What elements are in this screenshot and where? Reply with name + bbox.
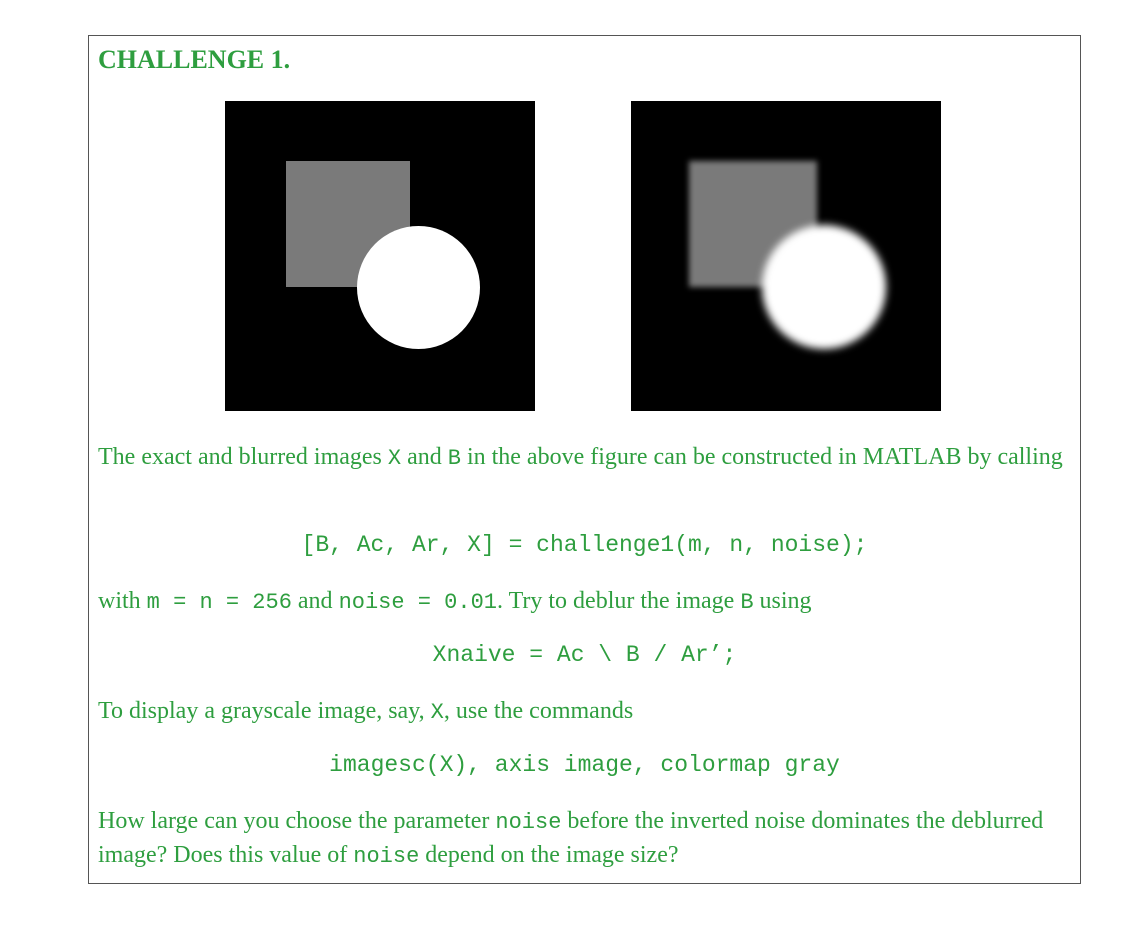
- code-inline: m = n = 256: [146, 590, 292, 615]
- code-inline: noise = 0.01: [338, 590, 497, 615]
- paragraph-parameters: [98, 585, 1078, 619]
- text: How large can you choose the parameter: [98, 808, 496, 834]
- code-inline: X: [430, 700, 444, 725]
- code-line-challenge1: [B, Ac, Ar, X] = challenge1(m, n, noise);: [301, 532, 868, 558]
- text: and: [401, 444, 448, 470]
- code-inline: noise: [353, 844, 420, 869]
- paragraph-construction: [98, 441, 1078, 475]
- text: with: [98, 588, 147, 614]
- text: in the above figure can be constructed in MATLAB by calling: [460, 444, 1063, 470]
- text: The exact and blurred images: [98, 444, 388, 470]
- code-inline: noise: [495, 810, 562, 835]
- code-inline: B: [740, 590, 754, 615]
- text: , use the commands: [443, 698, 634, 724]
- text: . Try to deblur the image: [497, 588, 741, 614]
- text: before the inverted noise dominates the deblurred image? Does this value of: [98, 808, 1044, 868]
- challenge-heading: CHALLENGE 1.: [98, 45, 291, 74]
- text: and: [291, 588, 339, 614]
- code-line-imagesc: imagesc(X), axis image, colormap gray: [329, 752, 840, 778]
- code-inline: B: [447, 446, 461, 471]
- blurred-image-b: [631, 101, 941, 411]
- text: using: [753, 588, 812, 614]
- code-inline: X: [387, 446, 402, 471]
- blurred-white-circle-shape: [762, 225, 886, 349]
- paragraph-display: [98, 695, 1078, 729]
- text: depend on the image size?: [419, 842, 679, 868]
- white-circle-shape: [357, 226, 480, 349]
- code-line-xnaive: Xnaive = Ac \ B / Ar’;: [432, 642, 737, 668]
- paragraph-question: [98, 805, 1078, 873]
- text: To display a grayscale image, say,: [98, 698, 431, 724]
- exact-image-x: [225, 101, 535, 411]
